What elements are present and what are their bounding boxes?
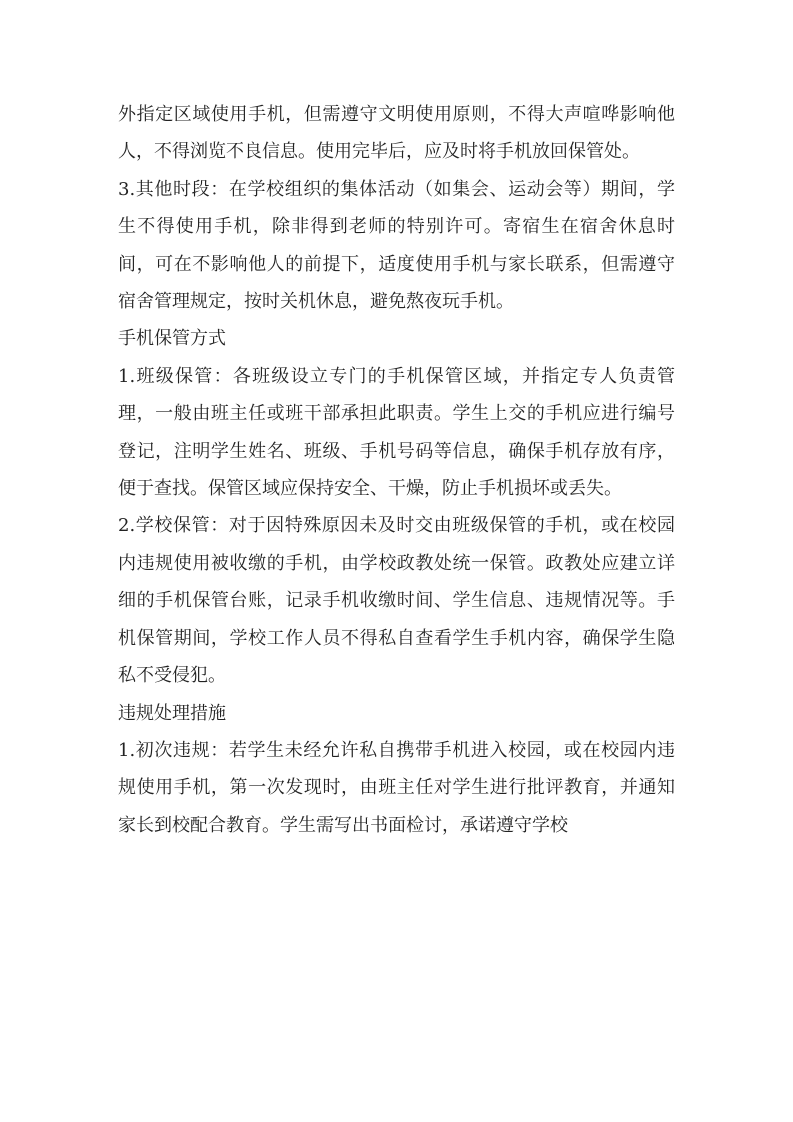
section-heading-phone-storage: 手机保管方式 bbox=[118, 328, 226, 350]
section-heading-violation-handling: 违规处理措施 bbox=[118, 702, 226, 724]
document-body bbox=[118, 96, 675, 844]
paragraph-school-storage: 2.学校保管：对于因特殊原因未及时交由班级保管的手机，或在校园内违规使用被收缴的手机，由学校政教处统一保管。政教处应建立详细的手机保管台账，记录手机收缴时间、学生信息、违规情况等。手机保管期间，学校工作人员不得私自查看学生手机内容，确保学生隐私不受侵犯。 bbox=[118, 515, 675, 687]
paragraph-first-violation: 1.初次违规：若学生未经允许私自携带手机进入校园，或在校园内违规使用手机，第一次发现时，由班主任对学生进行批评教育，并通知家长到校配合教育。学生需写出书面检讨，承诺遵守学校 bbox=[118, 739, 675, 836]
paragraph-other-periods: 3.其他时段：在学校组织的集体活动（如集会、运动会等）期间，学生不得使用手机，除非得到老师的特别许可。寄宿生在宿舍休息时间，可在不影响他人的前提下，适度使用手机与家长联系，但需遵守宿舍管理规定，按时关机休息，避免熬夜玩手机。 bbox=[118, 178, 675, 313]
paragraph-class-storage: 1.班级保管：各班级设立专门的手机保管区域，并指定专人负责管理，一般由班主任或班干部承担此职责。学生上交的手机应进行编号登记，注明学生姓名、班级、手机号码等信息，确保手机存放有序，便于查找。保管区域应保持安全、干燥，防止手机损坏或丢失。 bbox=[118, 365, 675, 500]
paragraph-phone-use-designated-area: 外指定区域使用手机，但需遵守文明使用原则，不得大声喧哗影响他人，不得浏览不良信息。使用完毕后，应及时将手机放回保管处。 bbox=[118, 104, 675, 163]
